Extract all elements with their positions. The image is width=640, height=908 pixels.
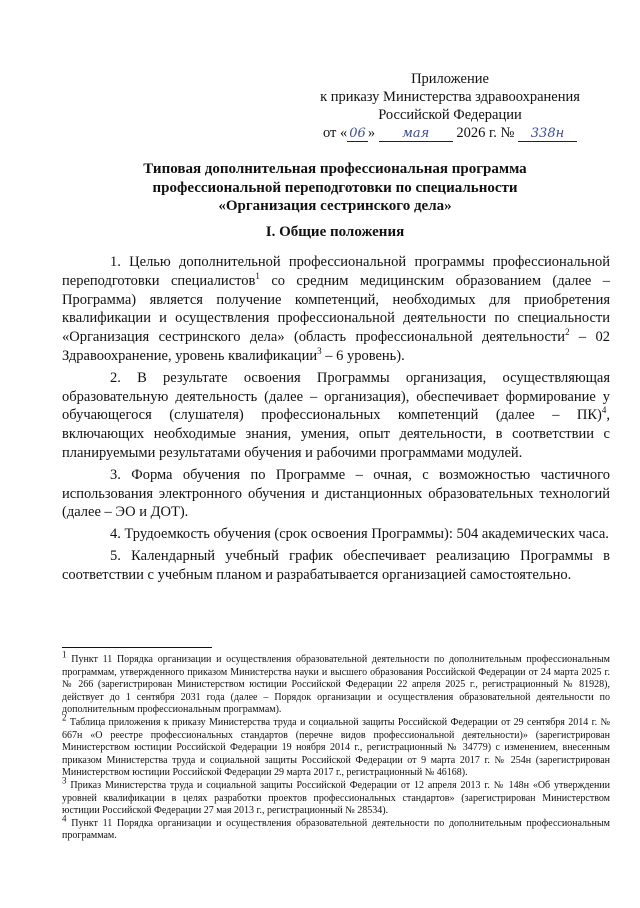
order-day: 06 — [349, 126, 366, 141]
footnote-ref-4: 4 — [601, 405, 607, 416]
order-date-line: от « 06 » мая 2026 г. № 338н — [300, 124, 600, 142]
title-line-3: «Организация сестринского дела» — [218, 198, 452, 214]
document-body — [62, 253, 610, 588]
paragraph-4: 4. Трудоемкость обучения (срок освоения Программы): 504 академических часа. — [110, 526, 609, 543]
paragraph-1: 1. Целью дополнительной профессиональной программы профессиональной переподготовки специалистов$^1$ со средним медицинским образованием (далее – Программа) является получение компетенций, необходимых для приобретения квалификации и осуществления профессиональной деятельности по специальности «Организация сестринского дела» (область профессиональной деятельности$^2$ – 02 Здравоохранение, уровень квалификации$^3$ – 6 уровень). — [62, 254, 610, 364]
footnote-ref-3: 3 — [317, 346, 322, 357]
appendix-country: Российской Федерации — [378, 107, 522, 123]
footnote-ref-1: 1 — [255, 270, 260, 281]
order-month: мая — [379, 127, 453, 142]
footnotes — [62, 649, 611, 843]
paragraph-3: 3. Форма обучения по Программе – очная, с возможностью частичного использования электронного обучения и дистанционных образовательных технологий (далее – ЭО и ДОТ). — [62, 466, 610, 521]
footnote-1: $^1$ Пункт 11 Порядка организации и осуществления образовательной деятельности по дополнительным профессиональным программам, утвержденного приказом Министерства науки и высшего образования Российской Федерации от 24 марта 2025 г. № 266 (зарегистрирован Министерством юстиции Российской Федерации 22 апреля 2025 г., регистрационный № 81928), действует до 1 сентября 2031 года (далее – Порядок организации и осуществления образовательной деятельности по дополнительным профессиональным программам). — [62, 649, 610, 716]
order-number: 338н — [518, 127, 577, 142]
paragraph-5: 5. Календарный учебный график обеспечивает реализацию Программы в соответствии с учебным планом и разрабатывается организацией самостоятельно. — [62, 547, 610, 583]
document-title — [60, 160, 610, 216]
appendix-header — [300, 70, 600, 142]
appendix-title: Приложение — [411, 71, 489, 87]
paragraph-2: 2. В результате освоения Программы организация, осуществляющая образовательную деятельность (далее – организация), обеспечивает формирование у обучающегося (слушателя) профессиональных компетенций (далее – ПК)$^4$, включающих необходимые знания, умения, опыт деятельности, в соответствии с планируемыми результатами обучения и рабочими программами модулей. — [62, 369, 610, 461]
section-heading: I. Общие положения — [265, 224, 405, 240]
footnote-3: $^3$ Приказ Министерства труда и социальной защиты Российской Федерации от 12 апреля 2013 г. № 148н «Об утверждении уровней квалификации в целях разработки проектов профессиональных стандартов» (зарегистрирован Министерством юстиции Российской Федерации 27 мая 2013 г., регистрационный № 28534). — [62, 775, 610, 817]
footnote-ref-2: 2 — [565, 327, 570, 338]
appendix-order-ref: к приказу Министерства здравоохранения — [320, 89, 580, 105]
title-line-2: профессиональной переподготовки по специальности — [152, 179, 518, 196]
footnote-4: $^4$ Пункт 11 Порядка организации и осуществления образовательной деятельности по дополнительным профессиональным программам. — [62, 813, 610, 842]
footnote-2: $^2$ Таблица приложения к приказу Министерства труда и социальной защиты Российской Федерации от 29 сентября 2014 г. № 667н «О реестре профессиональных стандартов (перечне видов профессиональной деятельности)» (зарегистрирован Министерством юстиции Российской Федерации 19 ноября 2014 г., регистрационный № 34779) с изменением, внесенным приказом Министерства труда и социальной защиты Российской Федерации от 9 марта 2017 г. № 254н (зарегистрирован Министерством юстиции Российской Федерации 29 марта 2017 г., регистрационный № 46168). — [62, 712, 611, 779]
title-line-1: Типовая дополнительная профессиональная программа — [143, 161, 527, 177]
footnote-divider — [62, 647, 212, 648]
